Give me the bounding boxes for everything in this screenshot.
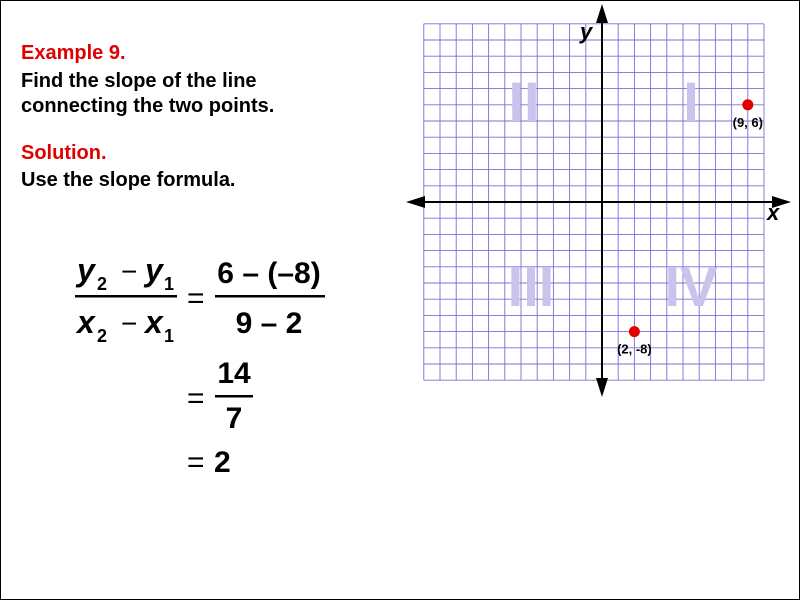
step2-fraction-bar [215, 395, 253, 398]
numerator-var-y1: y [145, 252, 163, 288]
solution-title: Solution. [21, 142, 107, 164]
step-3 [187, 446, 231, 479]
equals-sign-2: = [187, 382, 205, 415]
numerator-var-y2: y [77, 252, 95, 288]
axes [406, 4, 791, 397]
point-marker [629, 326, 640, 337]
numerator-sub-2: 2 [97, 274, 108, 294]
math-canvas [1, 1, 799, 599]
point-marker [742, 99, 753, 110]
numerator-sub-1: 1 [164, 274, 175, 294]
denominator-sub-1: 1 [164, 326, 175, 346]
denominator-var-x2: x [77, 304, 95, 340]
point-label: (2, -8) [617, 341, 652, 357]
y-axis-top-arrow [596, 4, 608, 23]
equals-sign-1: = [187, 282, 205, 315]
quadrant-label-iii: III [507, 255, 555, 318]
y-axis-bottom-arrow [596, 378, 608, 397]
step2-denominator: 7 [225, 402, 243, 435]
result-value: 2 [214, 446, 231, 479]
step1-denominator: 9 – 2 [235, 307, 303, 340]
slope-formula [75, 252, 177, 346]
denominator-minus: − [121, 308, 138, 339]
formula-fraction-bar [75, 295, 177, 298]
solution-text: Use the slope formula. [21, 169, 236, 191]
step1-fraction-bar [215, 295, 325, 298]
numerator-minus: − [121, 256, 138, 287]
x-axis-left-arrow [406, 196, 425, 208]
problem-text-line-1: Find the slope of the line [21, 70, 257, 92]
quadrant-labels [508, 70, 718, 318]
example-title: Example 9. [21, 42, 126, 64]
x-axis-label: x [767, 200, 780, 225]
denominator-sub-2: 2 [97, 326, 108, 346]
problem-text-line-2: connecting the two points. [21, 95, 275, 117]
denominator-var-x1: x [145, 304, 163, 340]
step-1 [187, 257, 325, 340]
point-label: (9, 6) [732, 114, 763, 130]
step1-numerator: 6 – (–8) [217, 257, 321, 290]
quadrant-label-iv: IV [664, 255, 718, 318]
quadrant-label-ii: II [508, 70, 540, 133]
equals-sign-3: = [187, 446, 205, 479]
quadrant-label-i: I [683, 70, 699, 133]
step2-numerator: 14 [217, 357, 251, 390]
step-2 [187, 357, 253, 435]
plotted-points [617, 99, 763, 356]
y-axis-label: y [580, 19, 593, 44]
